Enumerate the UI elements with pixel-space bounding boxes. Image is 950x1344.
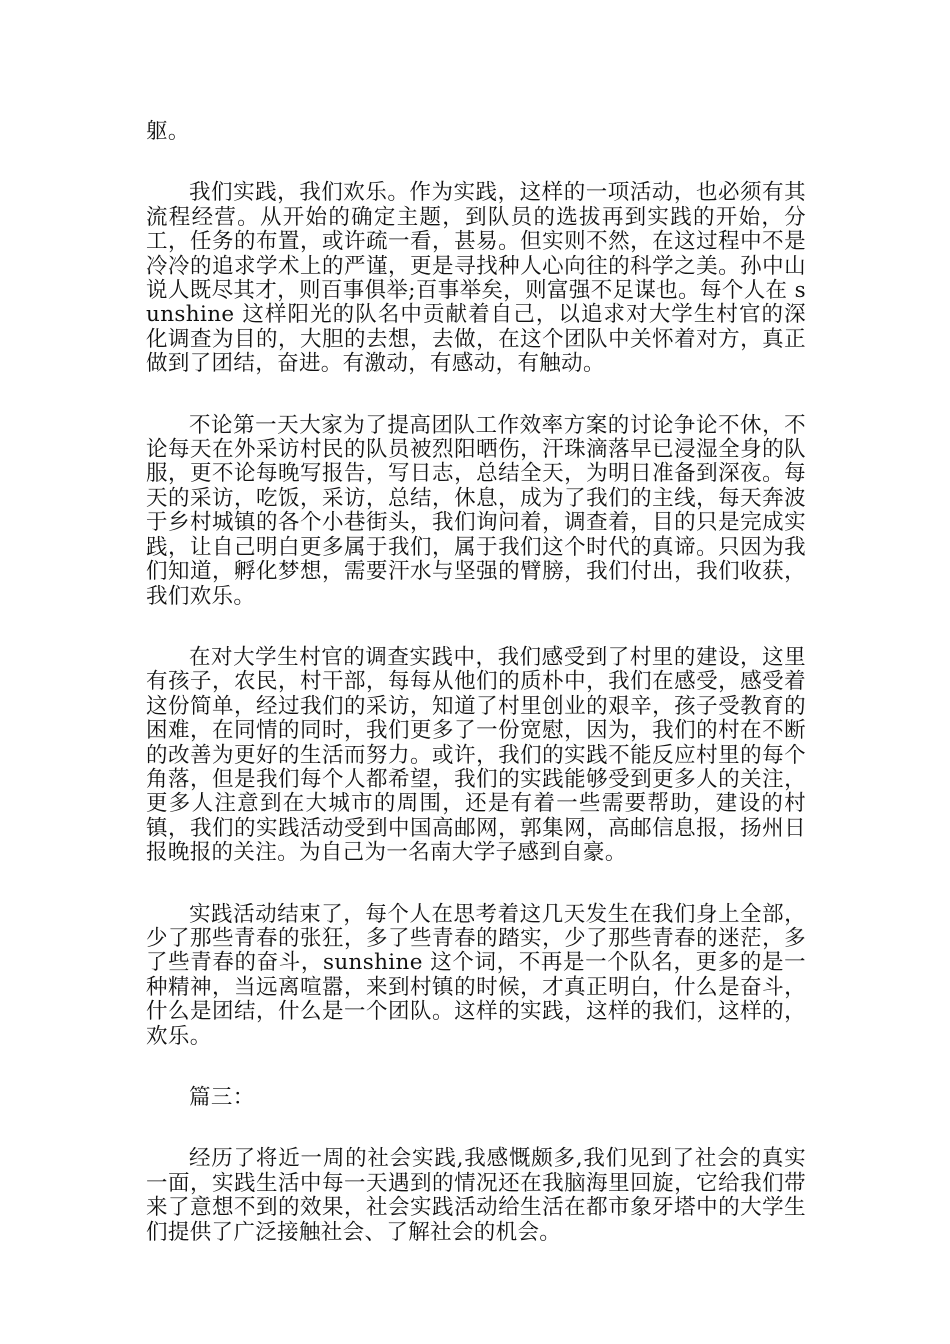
paragraph-gap	[146, 1049, 806, 1086]
paragraph-gap	[146, 866, 806, 903]
paragraph-practice-joy: 我们实践，我们欢乐。作为实践，这样的一项活动，也必须有其流程经营。从开始的确定主题，到队员的选拔再到实践的开始，分工，任务的布置，或许疏一看，甚易。但实则不然，在这过程中不是冷冷的追求学术上的严谨，更是寻找种人心向往的科学之美。孙中山说人既尽其才，则百事俱举;百事举矣，则富强不足谋也。每个人在 sunshine 这样阳光的队名中贡献着自己，以追求对大学生村官的深化调查为目的，大胆的去想，去做，在这个团队中关怀着对方，真正做到了团结，奋进。有激动，有感动，有触动。	[146, 180, 806, 377]
paragraph-conclusion: 实践活动结束了，每个人在思考着这几天发生在我们身上全部，少了那些青春的张狂，多了些青春的踏实，少了那些青春的迷茫，多了些青春的奋斗，sunshine 这个词，不再是一个队名，更多的是一种精神，当远离喧嚣，来到村镇的时候，才真正明白，什么是奋斗，什么是团结，什么是一个团队。这样的实践，这样的我们，这样的，欢乐。	[146, 901, 806, 1049]
paragraph-gap	[146, 1110, 806, 1147]
section-heading: 篇三：	[189, 1085, 255, 1110]
paragraph-gap	[146, 144, 806, 181]
paragraph-part-three: 经历了将近一周的社会实践,我感慨颇多,我们见到了社会的真实一面，实践生活中每一天遇到的情况还在我脑海里回旋，它给我们带来了意想不到的效果，社会实践活动给生活在都市象牙塔中的大学生们提供了广泛接触社会、了解社会的机会。	[146, 1146, 806, 1245]
paragraph-village-survey: 在对大学生村官的调查实践中，我们感受到了村里的建设，这里有孩子，农民，村干部，每每从他们的质朴中，我们在感受，感受着这份简单，经过我们的采访，知道了村里创业的艰辛，孩子受教育的困难，在同情的同时，我们更多了一份宽慰，因为，我们的村在不断的改善为更好的生活而努力。或许，我们的实践不能反应村里的每个角落，但是我们每个人都希望，我们的实践能够受到更多人的关注，更多人注意到在大城市的周围，还是有着一些需要帮助，建设的村镇，我们的实践活动受到中国高邮网，郭集网，高邮信息报，扬州日报晚报的关注。为自己为一名南大学子感到自豪。	[146, 644, 806, 866]
paragraph-fragment: 躯。	[146, 119, 190, 144]
paragraph-gap	[146, 377, 806, 414]
paragraph-gap	[146, 609, 806, 646]
document-page	[146, 120, 806, 1245]
paragraph-daily-work: 不论第一天大家为了提高团队工作效率方案的讨论争论不休，不论每天在外采访村民的队员被烈阳晒伤，汗珠滴落早已浸湿全身的队服，更不论每晚写报告，写日志，总结全天，为明日准备到深夜。每天的采访，吃饭，采访，总结，休息，成为了我们的主线，每天奔波于乡村城镇的各个小巷街头，我们询问着，调查着，目的只是完成实践，让自己明白更多属于我们，属于我们这个时代的真谛。只因为我们知道，孵化梦想，需要汗水与坚强的臂膀，我们付出，我们收获，我们欢乐。	[146, 412, 806, 609]
